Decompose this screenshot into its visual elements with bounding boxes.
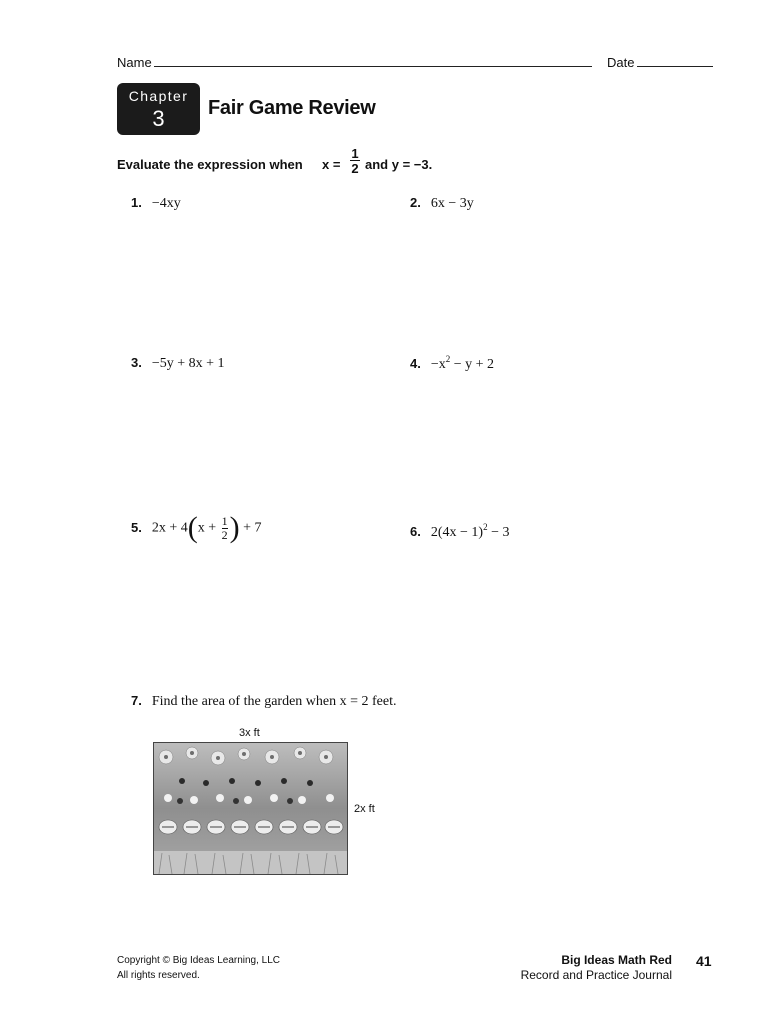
problem-expression-a: 2(4x − 1): [430, 525, 484, 540]
right-paren: ): [229, 511, 240, 544]
chapter-number: 3: [152, 106, 165, 131]
rights-text: All rights reserved.: [117, 970, 200, 981]
problem-1: [131, 194, 181, 212]
instruction-fraction: [350, 146, 360, 176]
book-title: Big Ideas Math Red: [561, 953, 672, 967]
problem-7: [131, 692, 396, 710]
problem-5: [131, 513, 262, 543]
chapter-badge: [117, 83, 200, 135]
fraction-denominator: 2: [351, 161, 359, 176]
problem-expression-b: x +: [197, 520, 220, 536]
garden-width-label: 3x ft: [239, 727, 260, 739]
garden-illustration: [154, 743, 347, 874]
problem-3: [131, 354, 225, 372]
problem-fraction: [222, 515, 228, 542]
name-label: Name: [117, 55, 152, 70]
problem-number: 6.: [410, 524, 421, 539]
book-subtitle: Record and Practice Journal: [520, 968, 672, 982]
chapter-word: Chapter: [128, 88, 189, 104]
problem-expression-b: − y + 2: [450, 357, 495, 372]
left-paren: (: [187, 511, 198, 544]
problem-expression-b: − 3: [487, 525, 510, 540]
problem-2: [410, 194, 474, 212]
date-label: Date: [607, 55, 635, 70]
fraction-numerator: 1: [221, 513, 228, 528]
problem-number: 2.: [410, 195, 421, 210]
problem-number: 3.: [131, 355, 142, 370]
problem-number: 5.: [131, 519, 142, 535]
problem-4: [410, 354, 494, 373]
problem-expression: −4xy: [151, 196, 181, 211]
garden-image: [153, 742, 348, 875]
page-title: Fair Game Review: [208, 97, 376, 119]
problem-text: Find the area of the garden when x = 2 feet.: [151, 694, 397, 709]
problem-exponent: 2: [445, 354, 451, 364]
date-underline[interactable]: [637, 55, 713, 67]
copyright-text: Copyright © Big Ideas Learning, LLC: [117, 955, 281, 966]
instruction-lead: Evaluate the expression when: [117, 157, 303, 172]
problem-number: 1.: [131, 195, 142, 210]
garden-height-label: 2x ft: [354, 803, 375, 815]
name-field[interactable]: [117, 55, 595, 70]
problem-expression: −5y + 8x + 1: [151, 356, 225, 371]
problem-number: 4.: [410, 356, 421, 371]
page-number: 41: [696, 953, 712, 969]
problem-6: [410, 522, 509, 541]
fraction-numerator: 1: [351, 146, 359, 161]
problem-number: 7.: [131, 693, 142, 708]
instruction-x: x =: [322, 157, 341, 172]
fraction-denominator: 2: [221, 527, 228, 542]
problem-expression-a: −x: [430, 357, 446, 372]
problem-expression-c: + 7: [239, 520, 262, 536]
problem-expression: 6x − 3y: [430, 196, 474, 211]
date-field[interactable]: [607, 55, 717, 70]
instruction-tail: and y = −3.: [365, 157, 433, 172]
problem-expression-a: 2x + 4: [151, 520, 188, 536]
name-underline[interactable]: [154, 55, 592, 67]
problem-exponent: 2: [483, 522, 488, 532]
